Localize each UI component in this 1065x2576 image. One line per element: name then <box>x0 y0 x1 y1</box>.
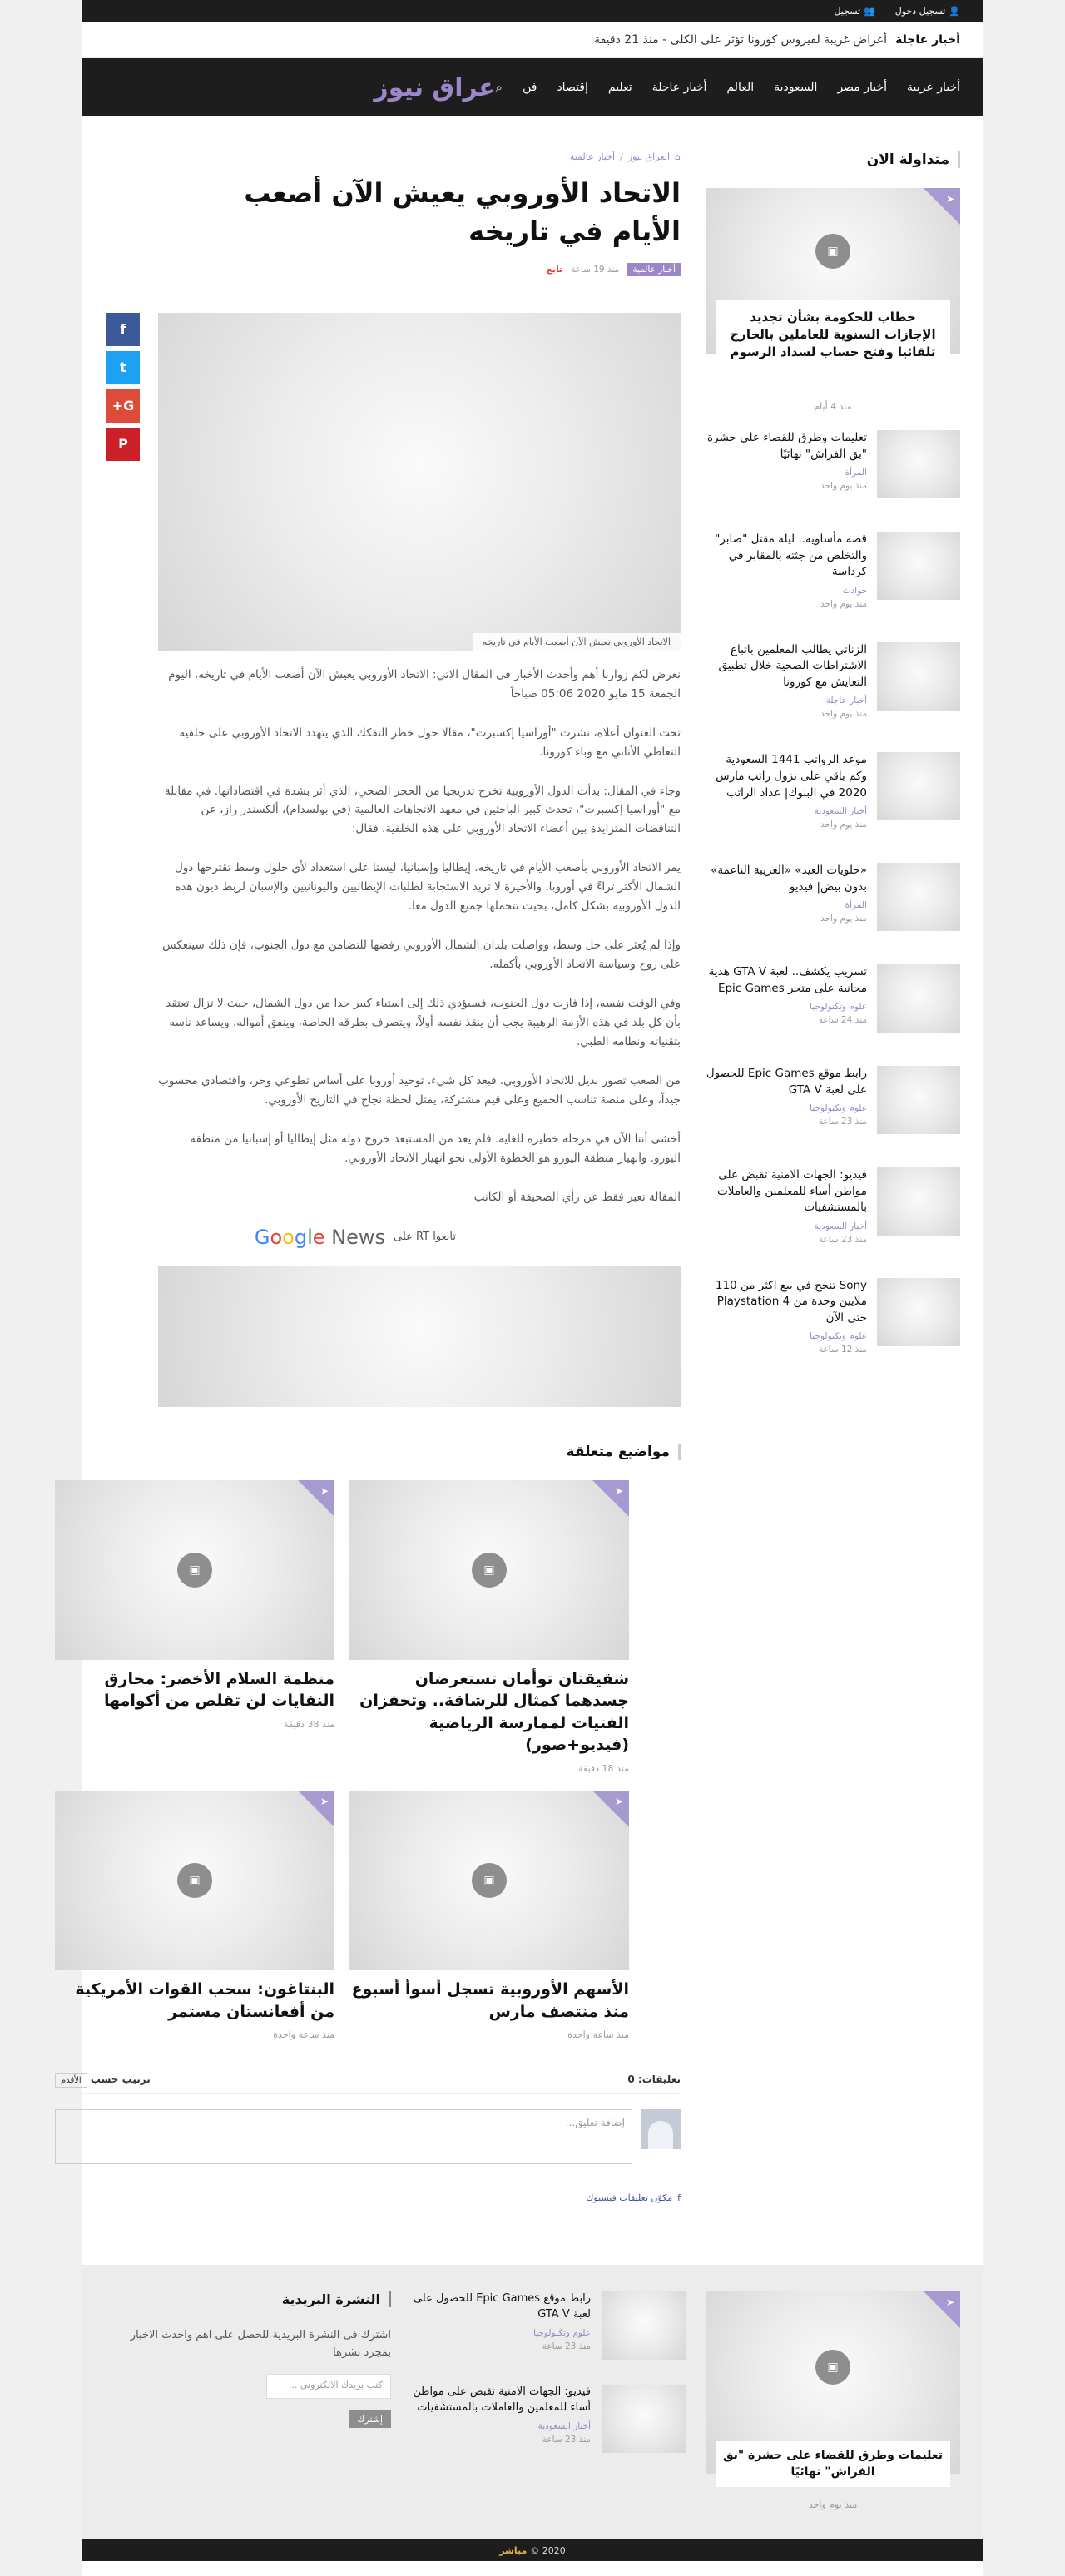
related-card[interactable] <box>55 1791 334 2040</box>
copyright-year: 2020 © <box>530 2544 566 2556</box>
item-title[interactable]: فيديو: الجهات الامنية تقبض على مواطن أساء للمعلمين والعاملات بالمستشفيات <box>717 1168 867 1215</box>
google-news-follow[interactable] <box>158 1226 681 1249</box>
breaking-news-ticker <box>82 22 983 58</box>
paragraph: وفي الوقت نفسه، إذا فازت دول الجنوب، فسيؤدي ذلك إلى استياء كبير جدا من دول الشمال، حيث لا تزال تعتقد بأن كل بلد في هذه الأزمة الرهيبة يجب أن ينقذ نفسه أولاً، ويتصرف بطرقه الخاصة، وينفق أمواله، ويساعد ناسه بتقنياته ونظامه الطبي. <box>166 997 681 1048</box>
thumbnail <box>602 2291 686 2360</box>
main-area <box>61 151 983 2204</box>
menu-item[interactable]: السعودية <box>774 81 818 94</box>
main-nav <box>82 58 983 116</box>
sort-label: ترتيب حسب <box>90 2073 151 2086</box>
list-item[interactable] <box>706 752 960 830</box>
send-icon: ➤ <box>614 1795 623 1807</box>
breadcrumb-category[interactable]: أخبار عالمية <box>569 151 616 162</box>
thumbnail <box>877 1066 960 1134</box>
related-title: مواضيع متعلقة <box>55 1444 681 1460</box>
item-title[interactable]: «حلويات العيد» «الغريبة الناعمة» بدون بيض| فيديو <box>711 864 867 894</box>
image-icon: ▣ <box>177 1553 212 1588</box>
item-time: منذ يوم واحد <box>820 914 867 924</box>
item-title[interactable]: قصة مأساوية.. ليلة مقتل "صابر" والتخلص من جثته بالمقابر في كرداسة <box>715 533 867 579</box>
page <box>61 0 983 2576</box>
item-time: منذ 23 ساعة <box>818 1117 867 1127</box>
send-icon: ➤ <box>320 1484 329 1497</box>
item-category[interactable]: علوم وتكنولوجيا <box>810 1103 867 1114</box>
menu-item[interactable]: أخبار مصر <box>837 81 888 94</box>
list-item[interactable] <box>706 964 960 1033</box>
related-card-time: منذ ساعة واحدة <box>273 2029 334 2041</box>
article-body <box>106 313 681 1407</box>
item-category[interactable]: أخبار السعودية <box>814 1221 867 1231</box>
google-news-prefix: تابعوا RT على <box>394 1231 456 1244</box>
comments-header <box>55 2073 681 2094</box>
fb-plugin-label: مكوّن تعليقات فيسبوك <box>586 2192 673 2204</box>
avatar <box>641 2109 681 2149</box>
item-category[interactable]: حوادث <box>842 585 867 596</box>
item-time: منذ يوم واحد <box>820 820 867 830</box>
list-item[interactable] <box>411 2291 686 2360</box>
thumbnail <box>877 642 960 711</box>
home-icon[interactable]: ⌂ <box>675 151 681 162</box>
item-category[interactable]: المرأة <box>845 900 867 911</box>
ticker-link[interactable]: أعراض غريبة لفيروس كورونا تؤثر على الكلى - منذ 21 دقيقة <box>594 32 888 47</box>
footer <box>82 2265 983 2539</box>
copyright-brand[interactable]: مباشر <box>499 2544 528 2556</box>
twitter-share-icon[interactable]: t <box>106 351 140 384</box>
newsletter <box>105 2291 391 2539</box>
comment-composer <box>55 2109 681 2164</box>
related-card-title[interactable]: شقيقتان توأمان تستعرضان جسدهما كمثال للرشاقة.. وتحفزان الفتيات لممارسة الرياضية (فيديو+صور) <box>359 1669 629 1755</box>
newsletter-email-input[interactable]: اكتب بريدك الالكتروني ... <box>266 2374 391 2399</box>
item-time: منذ يوم واحد <box>820 709 867 720</box>
top-bar <box>82 0 983 22</box>
related-card-title[interactable]: الأسهم الأوروبية تسجل أسوأ أسبوع منذ منتصف مارس <box>351 1979 629 2021</box>
list-item[interactable] <box>411 2385 686 2453</box>
menu-item[interactable]: فن <box>523 81 537 94</box>
copyright-bar <box>82 2539 983 2561</box>
item-time: منذ 23 ساعة <box>542 2434 591 2445</box>
item-title[interactable]: تعليمات وطرق للقضاء على حشرة "بق الفراش" نهائيًا <box>706 431 867 461</box>
thumbnail <box>602 2385 686 2453</box>
item-title[interactable]: فيديو: الجهات الامنية تقبض على مواطن أساء للمعلمين والعاملات بالمستشفيات <box>413 2385 591 2414</box>
footer-featured-time: منذ يوم واحد <box>808 2499 858 2510</box>
article-content <box>61 151 681 2204</box>
list-item[interactable] <box>706 1167 960 1245</box>
send-icon: ➤ <box>945 193 954 205</box>
menu-item[interactable]: أخبار عربية <box>907 81 960 94</box>
item-time: منذ 23 ساعة <box>818 1234 867 1245</box>
thumbnail <box>877 964 960 1033</box>
item-time: منذ 24 ساعة <box>818 1015 867 1026</box>
item-title[interactable]: الزناتي يطالب المعلمين باتباع الاشتراطات الصحية خلال تطبيق التعايش مع كورونا <box>718 642 867 689</box>
featured-card[interactable] <box>706 188 960 359</box>
paragraph: أخشى أننا الآن في مرحلة خطيرة للغاية. فلم يعد من المستبعد خروج دولة مثل إيطاليا أو إسبانيا من منطقة اليورو. وانهيار منطقة اليورو هو الخطوة الأولى نحو انهيار الاتحاد الأوروبي. <box>190 1132 681 1165</box>
breadcrumb-home[interactable]: العراق نيوز <box>627 151 671 162</box>
google-news-brand: News <box>331 1225 385 1249</box>
thumbnail <box>877 1167 960 1236</box>
item-category[interactable]: المرأة <box>845 468 867 478</box>
comments-section <box>55 2073 681 2203</box>
menu <box>496 80 960 95</box>
related-card-time: منذ 18 دقيقة <box>578 1762 629 1774</box>
article-title: الاتحاد الأوروبي يعيش الآن أصعب الأيام في تاريخه <box>244 177 681 248</box>
item-time: منذ يوم واحد <box>820 481 867 492</box>
thumbnail <box>877 863 960 931</box>
facebook-comments-plugin[interactable] <box>55 2192 681 2203</box>
menu-item[interactable]: العالم <box>726 81 755 94</box>
footer-featured-title[interactable]: تعليمات وطرق للقضاء على حشرة "بق الفراش" نهائيًا <box>716 2441 950 2487</box>
item-title[interactable]: Sony تنجح في بيع اكثر من 110 ملايين وحدة من Playstation 4 حتى الآن <box>715 1278 867 1325</box>
item-category[interactable]: علوم وتكنولوجيا <box>533 2327 591 2338</box>
paragraph: المقالة تعبر فقط عن رأي الصحيفة أو الكاتب <box>473 1190 681 1204</box>
footer-list <box>411 2291 686 2539</box>
sort-select[interactable]: الأقدم <box>55 2073 87 2088</box>
newsletter-text: اشترك فى النشرة البريدية للحصل على اهم واحدث الاخبار بمجرد نشرها <box>130 2329 391 2359</box>
item-category[interactable]: أخبار السعودية <box>814 806 867 817</box>
paragraph: يمر الاتحاد الأوروبي بأصعب الأيام في تاريخه. إيطاليا وإسبانيا، ليستا على استعداد لأي حلول وسط تقترحها دول الشمال الأكثر ثراءً في أوروبا. والأخيرة لا تريد الاستجابة لطلبات الإيطاليين واليونانيين والإسبان لربط ديون هذه الدول الأوروبية بشكل كامل، بحيث تتحملها جميع الدول معا. <box>174 861 681 914</box>
menu-item[interactable]: إقتصاد <box>557 81 588 94</box>
send-icon: ➤ <box>320 1795 329 1807</box>
paragraph: تحت العنوان أعلاه، نشرت "أوراسيا إكسبرت"، مقالا حول خطر التفكك الذي يتهدد الاتحاد الأوروبي على خلفية التعاطي الأناني مع وباء كورونا. <box>179 726 681 759</box>
list-item[interactable] <box>706 1278 960 1355</box>
item-title[interactable]: موعد الرواتب 1441 السعودية وكم باقي على نزول راتب مارس 2020 في البنوك| عداد الراتب <box>716 753 867 800</box>
related-grid <box>55 1480 681 2041</box>
image-icon: ▣ <box>815 2350 850 2385</box>
related-image <box>349 1791 629 1970</box>
thumbnail <box>877 430 960 498</box>
paragraph: وجاء في المقال: بدأت الدول الأوروبية تخرج تدريجيا من الحجر الصحي، الذي أثر بشدة في اقتصاداتها. في مقابلة مع "أوراسيا إكسبرت"، تحدث كبير الباحثين في معهد الاتجاهات العالمية (في بولسدام)، ألكسندر راز، عن التناقضات المتزايدة بين أعضاء الاتحاد الأوروبي على هذه الخلفية. فقال: <box>164 784 681 836</box>
image-icon: ▣ <box>815 234 850 269</box>
item-title[interactable]: تسريب يكشف.. لعبة GTA V هدية مجانية على متجر Epic Games <box>708 965 867 995</box>
category-badge[interactable]: أخبار عالمية <box>627 263 681 276</box>
article-time: منذ 19 ساعة <box>571 264 620 275</box>
item-time: منذ 12 ساعة <box>818 1345 867 1355</box>
breadcrumb: ⌂ العراق نيوز / أخبار عالمية <box>569 151 681 162</box>
ticker-label: أخبار عاجلة <box>895 32 960 47</box>
paragraph: وإذا لم يُعثر على حل وسط، وواصلت بلدان الشمال الأوروبي رفضها للتضامن مع دول الجنوب، فإن ذلك سينعكس على روح وسياسة الاتحاد الأوروبي بأكمله. <box>162 939 681 972</box>
related-image <box>349 1480 629 1660</box>
pinterest-share-icon[interactable]: P <box>106 428 140 461</box>
related-card[interactable] <box>55 1480 334 1774</box>
featured-title[interactable]: خطاب للحكومة بشأن تجديد الإجازات السنوية للعاملين بالخارج تلقائيا وفتح حساب لسداد الرسوم <box>716 300 950 366</box>
comments-count: تعليقات: 0 <box>627 2073 681 2086</box>
item-title[interactable]: رابط موقع Epic Games للحصول على لعبة GTA V <box>413 2292 591 2321</box>
google-plus-share-icon[interactable]: G+ <box>106 389 140 423</box>
thumbnail <box>877 1278 960 1346</box>
send-icon: ➤ <box>945 2296 954 2308</box>
trending-sidebar <box>706 151 960 2203</box>
google-news-logo[interactable]: Google News <box>254 1225 385 1249</box>
image-icon: ▣ <box>472 1863 507 1898</box>
list-item[interactable] <box>706 532 960 609</box>
newsletter-title: النشرة البريدية <box>105 2291 391 2307</box>
send-icon: ➤ <box>614 1484 623 1497</box>
list-item[interactable] <box>706 642 960 720</box>
related-card[interactable] <box>349 1480 629 1774</box>
item-time: منذ يوم واحد <box>820 598 867 609</box>
image-icon: ▣ <box>177 1863 212 1898</box>
comment-input[interactable]: إضافة تعليق... <box>55 2109 632 2164</box>
menu-item[interactable]: تعليم <box>607 81 632 94</box>
item-category[interactable]: علوم وتكنولوجيا <box>810 1002 867 1013</box>
trending-title: متداولة الان <box>706 151 960 168</box>
item-title[interactable]: رابط موقع Epic Games للحصول على لعبة GTA V <box>706 1067 867 1097</box>
paragraph: من الصعب تصور بديل للاتحاد الأوروبي. فبعد كل شيء، توحيد أوروبا على أساس تطوعي وحر، واقتصادي محسوب جيداً، وعلى منصة تناسب الجميع وعلى قيم مشتركة، يمثل لحظة نجاح في التاريخ الأوروبي. <box>158 1073 681 1107</box>
search-icon[interactable]: ⌕ <box>495 80 503 95</box>
ad-banner[interactable] <box>158 1266 681 1407</box>
article-hero-image <box>158 313 681 651</box>
featured-time: منذ 4 أيام <box>814 401 852 412</box>
user-icon: 👤 <box>949 5 960 17</box>
related-card-title[interactable]: منظمة السلام الأخضر: محارق النفايات لن تقلص من أكوامها <box>103 1669 334 1711</box>
related-image <box>55 1791 334 1970</box>
related-image <box>55 1480 334 1660</box>
paragraph: نعرض لكم زوارنا أهم وأحدث الأخبار فى المقال الاتي: الاتحاد الأوروبي يعيش الآن أصعب الأيام في تاريخه، اليوم الجمعة 15 مايو 2020 05:06 صباحاً <box>168 667 681 701</box>
item-category[interactable]: علوم وتكنولوجيا <box>810 1331 867 1342</box>
hero-caption: الاتحاد الأوروبي يعيش الآن أصعب الأيام في تاريخه <box>473 633 681 651</box>
related-card[interactable] <box>349 1791 629 2040</box>
facebook-icon: f <box>677 2192 681 2204</box>
article-meta <box>106 263 681 276</box>
site-logo[interactable]: عراق نيوز <box>374 72 496 102</box>
footer-featured[interactable] <box>706 2291 960 2539</box>
item-category[interactable]: أخبار عاجلة <box>825 696 867 706</box>
related-card-time: منذ 38 دقيقة <box>284 1718 334 1730</box>
share-bar <box>106 313 140 466</box>
item-category[interactable]: أخبار السعودية <box>537 2420 591 2431</box>
thumbnail <box>877 532 960 600</box>
list-item[interactable] <box>706 863 960 931</box>
item-time: منذ 23 ساعة <box>542 2341 591 2351</box>
thumbnail <box>877 752 960 820</box>
related-card-title[interactable]: البنتاغون: سحب القوات الأمريكية من أفغانستان مستمر <box>75 1979 334 2021</box>
menu-item[interactable]: أخبار عاجلة <box>651 81 707 94</box>
login-link[interactable]: 👤 تسجيل دخول <box>894 5 960 17</box>
image-icon: ▣ <box>472 1553 507 1588</box>
register-link[interactable]: 👥 تسجيل <box>834 5 875 17</box>
related-card-time: منذ ساعة واحدة <box>567 2029 629 2041</box>
subscribe-button[interactable]: إشترك <box>349 2410 391 2428</box>
user-plus-icon: 👥 <box>864 5 875 17</box>
follow-link[interactable]: تابع <box>547 264 563 275</box>
list-item[interactable] <box>706 1066 960 1134</box>
facebook-share-icon[interactable]: f <box>106 313 140 346</box>
list-item[interactable] <box>706 430 960 498</box>
